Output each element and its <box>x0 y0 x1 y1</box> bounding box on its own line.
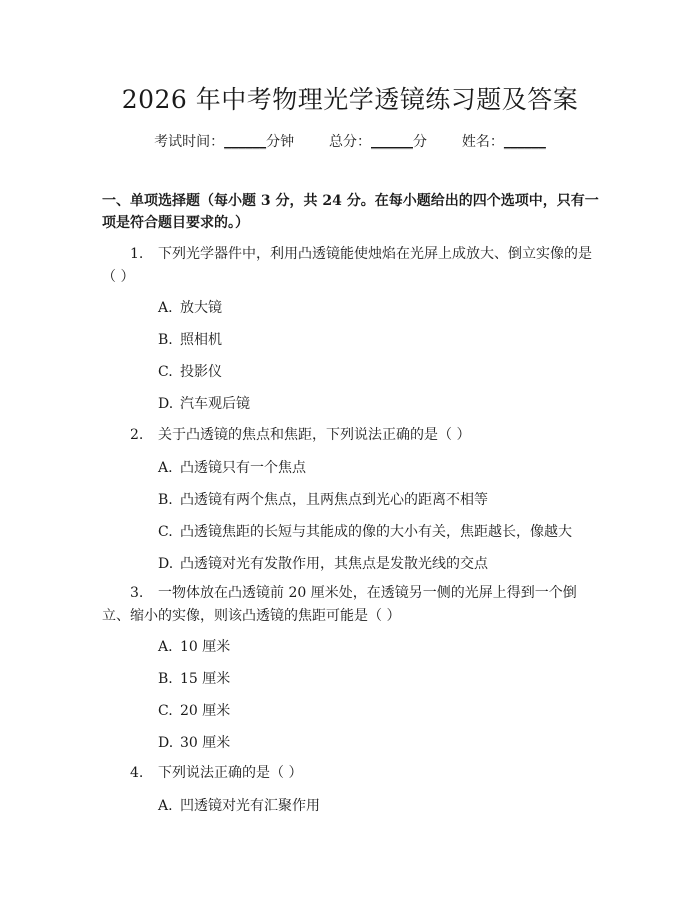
name-blank: ______ <box>503 134 546 150</box>
option-letter: C. <box>158 524 173 540</box>
option-letter: A. <box>158 460 173 476</box>
option-letter: B. <box>158 332 173 348</box>
option-2b <box>158 489 488 509</box>
time-blank: ______ <box>224 134 267 150</box>
question-text: 一物体放在凸透镜前 20 厘米处，在透镜另一侧的光屏上得到一个倒立、缩小的实像，则该凸透镜的焦距可能是（ ） <box>102 585 577 624</box>
option-letter: A. <box>158 639 173 655</box>
option-2a <box>158 457 306 477</box>
time-label: 考试时间： <box>154 134 225 150</box>
option-text: 汽车观后镜 <box>180 396 250 412</box>
option-letter: D. <box>158 735 174 751</box>
option-1a <box>158 297 222 317</box>
option-letter: A. <box>158 798 173 814</box>
option-1c <box>158 361 222 381</box>
question-2 <box>102 424 602 447</box>
option-4a <box>158 795 320 815</box>
question-1 <box>102 243 602 289</box>
score-label: 总分： <box>329 134 371 150</box>
option-text: 凸透镜只有一个焦点 <box>180 460 306 476</box>
option-3c <box>158 700 230 720</box>
option-letter: B. <box>158 671 173 687</box>
option-text: 10 厘米 <box>180 639 231 655</box>
question-number: 2. <box>130 427 144 443</box>
name-label: 姓名： <box>461 134 504 150</box>
option-text: 20 厘米 <box>180 703 231 719</box>
option-2d <box>158 553 488 573</box>
option-text: 15 厘米 <box>180 671 231 687</box>
question-text: 下列说法正确的是（ ） <box>158 765 303 781</box>
option-text: 30 厘米 <box>180 735 231 751</box>
option-1d <box>158 393 250 413</box>
question-number: 4. <box>130 765 144 781</box>
option-letter: C. <box>158 364 173 380</box>
option-text: 照相机 <box>180 332 222 348</box>
option-2c <box>158 521 572 541</box>
exam-meta <box>0 131 700 151</box>
option-3d <box>158 732 230 752</box>
option-text: 凸透镜焦距的长短与其能成的像的大小有关，焦距越长，像越大 <box>180 524 572 540</box>
question-number: 3. <box>130 585 144 601</box>
page-title: 2026 年中考物理光学透镜练习题及答案 <box>121 85 579 114</box>
question-text: 下列光学器件中，利用凸透镜能使烛焰在光屏上成放大、倒立实像的是（ ） <box>102 246 592 285</box>
question-number: 1. <box>130 246 144 262</box>
time-unit: 分钟 <box>266 134 295 150</box>
option-1b <box>158 329 222 349</box>
option-3b <box>158 668 230 688</box>
score-unit: 分 <box>413 134 427 150</box>
question-3 <box>102 582 602 628</box>
score-blank: ______ <box>371 134 413 150</box>
option-text: 投影仪 <box>180 364 222 380</box>
question-4 <box>102 762 602 785</box>
option-text: 凹透镜对光有汇聚作用 <box>180 798 320 814</box>
option-letter: D. <box>158 396 174 412</box>
option-letter: A. <box>158 300 173 316</box>
option-letter: C. <box>158 703 173 719</box>
section-heading: 一、单项选择题（每小题 3 分，共 24 分。在每小题给出的四个选项中，只有一项是符合题目要求的。） <box>102 193 599 231</box>
option-text: 凸透镜有两个焦点，且两焦点到光心的距离不相等 <box>180 492 488 508</box>
question-text: 关于凸透镜的焦点和焦距，下列说法正确的是（ ） <box>158 427 471 443</box>
option-text: 凸透镜对光有发散作用，其焦点是发散光线的交点 <box>180 556 488 572</box>
option-letter: B. <box>158 492 173 508</box>
option-text: 放大镜 <box>180 300 222 316</box>
option-3a <box>158 636 230 656</box>
option-letter: D. <box>158 556 174 572</box>
